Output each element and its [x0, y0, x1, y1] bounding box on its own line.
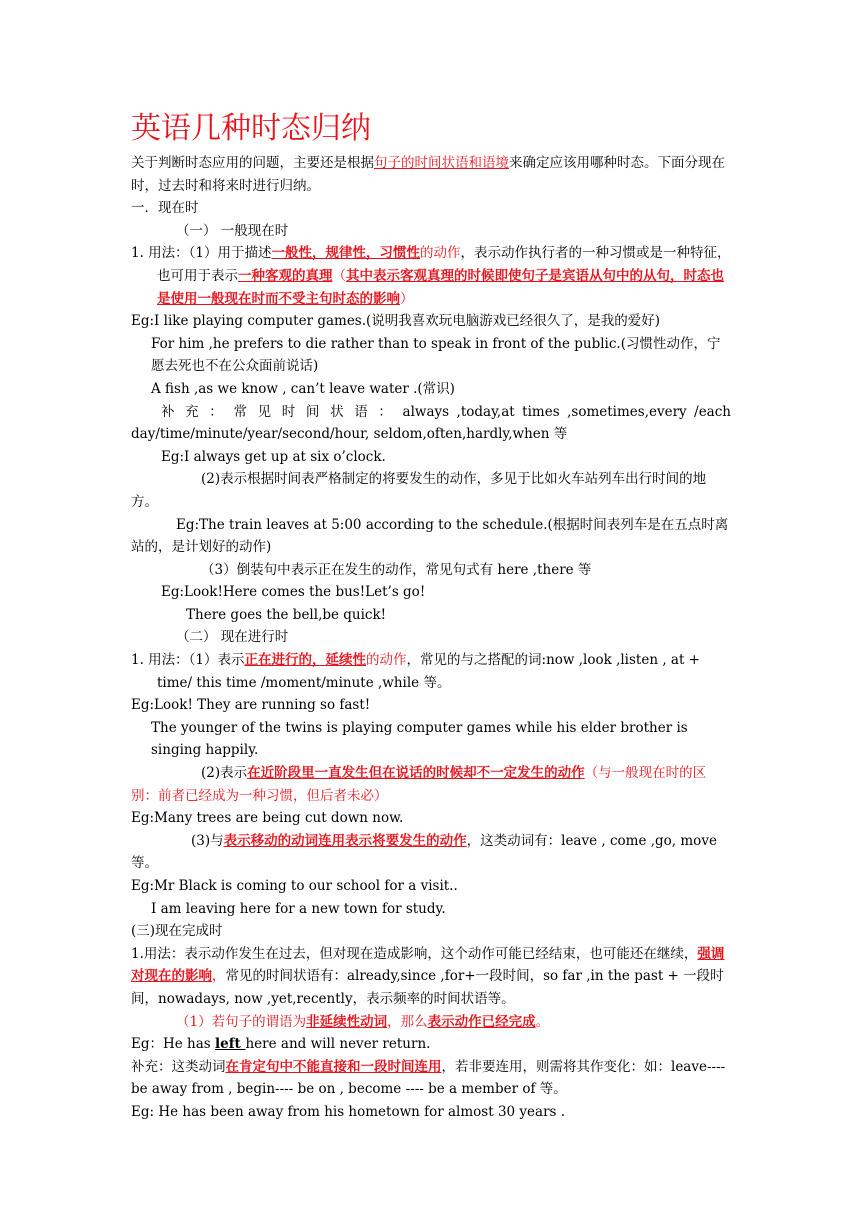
- example-1d: Eg:I always get up at six o’clock.: [161, 448, 386, 465]
- usage-2-text: (2)表示根据时间表严格制定的将要发生的动作，多见于比如火车站列车出行时间的地方。: [131, 471, 707, 510]
- usage-highlight: 一般性，规律性，习惯性: [271, 245, 421, 262]
- usage-paragraph-5: [131, 762, 731, 807]
- example-1b: For him ,he prefers to die rather than to speak in front of the public.(习惯性动作，宁愿去死也不在公众面前说话): [151, 335, 721, 375]
- supplement-paragraph-9: [131, 1056, 731, 1101]
- supplement-1b: day/time/minute/year/second/hour, seldom,often,hardly,when 等: [131, 426, 568, 443]
- usage-7-highlight: 强调对现在的影响: [131, 945, 725, 985]
- intro-text-end: 来确定应该用哪种时态。下面分现在时，过去时和将来时进行归纳。: [131, 155, 725, 194]
- subheading-present-perfect: (三)现在完成时: [131, 923, 223, 940]
- subheading-present-continuous: （二） 现在进行时: [176, 629, 289, 646]
- usage-red: 的动作: [420, 245, 461, 262]
- example-3: Eg:Look!Here comes the bus!Let’s go!: [161, 584, 426, 601]
- document-body: [131, 106, 731, 1124]
- usage-paragraph-7: [131, 943, 731, 1011]
- usage-6-text: (3)与: [191, 832, 224, 849]
- example-2-text: Eg:The train leaves at 5:00 according to the schedule.(根据时间表列车是在五点时离站的，是计划好的动作): [131, 516, 729, 556]
- example-3b: There goes the bell,be quick!: [186, 606, 387, 623]
- usage-5-note: （与一般现在时的区别：前者已经成为一种习惯，但后者未必）: [131, 765, 707, 804]
- usage-4-highlight: 正在进行的，延续性: [244, 652, 367, 669]
- usage-7-text-end: 常见的时间状语有：already,since ,for+一段时间，so far ,in the past + 一段时间，nowadays, now ,yet,recently，表示频率的时间状语等。: [131, 968, 724, 1007]
- usage-paragraph-4: [131, 649, 731, 694]
- usage-8-text-2: ，那么: [387, 1013, 428, 1030]
- usage-8-highlight: 非延续性动词: [306, 1013, 388, 1030]
- supplement-9-text: 补充：这类动词: [131, 1058, 226, 1075]
- intro-highlight: 句子的时间状语和语境: [374, 155, 509, 171]
- usage-paragraph-1: [131, 242, 731, 310]
- usage-paragraph-3: （3）倒装句中表示正在发生的动作，常见句式有 here ,there 等: [201, 561, 592, 578]
- usage-8-highlight-2: 表示动作已经完成: [427, 1013, 536, 1030]
- supplement-1a: 补 充 ： 常 见 时 间 状 语 ： always ,today,at times ,sometimes,every /each: [161, 403, 731, 420]
- usage-8-end: 。: [535, 1013, 550, 1030]
- example-1c: A fish ,as we know , can’t leave water .(常识): [151, 380, 455, 397]
- usage-paren-open: （: [332, 267, 346, 284]
- subheading-simple-present: （一） 一般现在时: [176, 222, 289, 239]
- intro-paragraph: [131, 152, 731, 197]
- usage-highlight-2: 一种客观的真理: [238, 267, 333, 284]
- usage-8-text: （1）若句子的谓语为: [176, 1013, 307, 1030]
- example-6: Eg:Mr Black is coming to our school for a visit..: [131, 878, 458, 894]
- usage-6-text-end: ，这类动词有：leave , come ,go, move 等。: [131, 832, 717, 872]
- example-4b: The younger of the twins is playing computer games while his elder brother is singing happily.: [151, 719, 688, 759]
- example-8: [131, 1033, 731, 1056]
- usage-7-text: 1.用法：表示动作发生在过去，但对现在造成影响，这个动作可能已经结束，也可能还在继续，: [131, 945, 698, 962]
- usage-paragraph-2: [131, 468, 731, 513]
- example-5: Eg:Many trees are being cut down now.: [131, 810, 404, 827]
- usage-text: 1. 用法：（1）用于描述: [131, 245, 272, 262]
- supplement-9-text-end: ，若非要连用，则需将其作变化：如：leave----be away from , begin---- be on , become ---- be a member of 等。: [131, 1058, 726, 1098]
- example-8-text: Eg：He has: [131, 1036, 216, 1053]
- usage-paragraph-8: [131, 1011, 731, 1034]
- example-8-verb: left: [215, 1036, 246, 1053]
- example-6b: I am leaving here for a new town for study.: [151, 900, 446, 917]
- intro-text: 关于判断时态应用的问题，主要还是根据: [131, 155, 374, 171]
- usage-4-text: 1. 用法：（1）表示: [131, 652, 245, 669]
- usage-7-comma: ，: [212, 968, 226, 985]
- example-8-text-end: here and will never return.: [245, 1036, 431, 1053]
- usage-6-highlight: 表示移动的动词连用表示将要发生的动作: [223, 832, 467, 849]
- usage-4-text-end: ，常见的与之搭配的词:now ,look ,listen , at + time/ this time /moment/minute ,while 等。: [157, 652, 700, 691]
- usage-paragraph-6: [131, 830, 731, 875]
- usage-4-red: 的动作: [366, 652, 407, 669]
- example-2: [131, 514, 731, 559]
- example-9: Eg: He has been away from his hometown for almost 30 years .: [131, 1103, 566, 1120]
- usage-5-highlight: 在近阶段里一直发生但在说话的时候却不一定发生的动作: [247, 765, 585, 782]
- section-heading-present: 一．现在时: [131, 200, 199, 217]
- example-1: Eg:I like playing computer games.(说明我喜欢玩电脑游戏已经很久了，是我的爱好): [131, 313, 661, 330]
- page-title: 英语几种时态归纳: [131, 111, 371, 146]
- usage-text-2: ，表示动作执行者的一种习惯或是一种特征，也可用于表示: [157, 245, 731, 284]
- usage-highlight-3: 其中表示客观真理的时候即使句子是宾语从句中的从句，时态也是使用一般现在时而不受主句时态的影响: [157, 267, 724, 307]
- usage-5-text: (2)表示: [201, 765, 248, 782]
- usage-paren-close: ）: [400, 290, 414, 307]
- supplement-9-highlight: 在肯定句中不能直接和一段时间连用: [225, 1058, 442, 1075]
- example-4: Eg:Look! They are running so fast!: [131, 697, 371, 714]
